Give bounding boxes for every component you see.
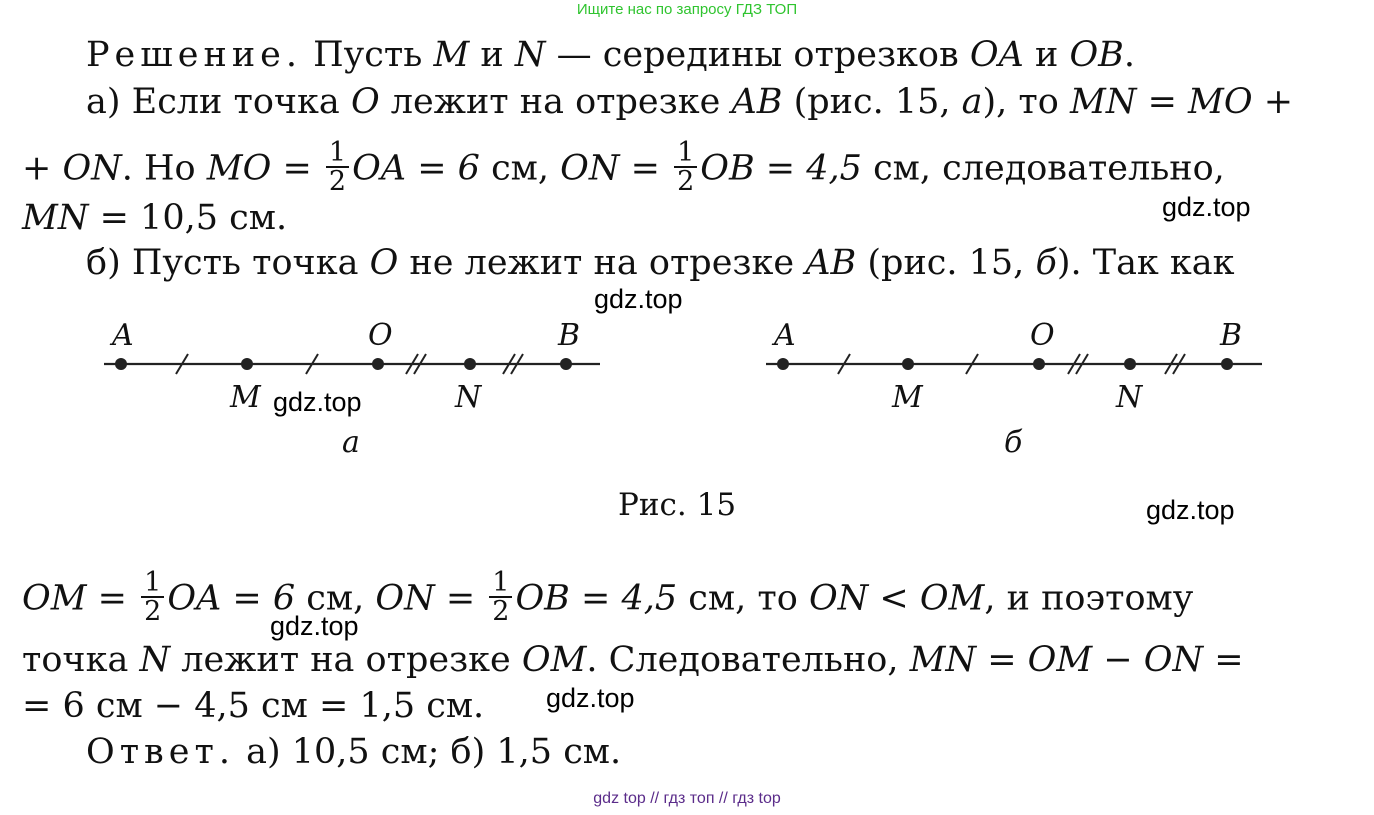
point-M [902,358,914,370]
equation: + ON [22,148,122,189]
text-fragment: — середины отрезков [556,35,959,75]
label-A: A [774,318,796,353]
text-fragment: ), то [982,82,1059,122]
answer-text: а) 10,5 см; б) 1,5 см. [246,732,622,772]
figure-a [104,354,600,374]
equation: OA = 6 [352,148,480,189]
equation: ON < OM [808,578,985,619]
text-fragment: см, [306,578,365,619]
var-OB: OB [1069,35,1124,75]
text-fragment: ). Так как [1056,243,1235,283]
text-fragment: . Следовательно, [586,640,899,680]
text-fragment: и [480,35,504,75]
solution-label: Решение. [86,35,303,75]
text-fragment: . Но [121,148,196,189]
equation: OB = 4,5 [515,578,678,619]
text-fragment: не лежит на отрезке [409,243,795,283]
equation: MN = OM − ON = [909,640,1244,680]
equation: MN = MO + [1070,82,1294,122]
point-A [115,358,127,370]
label-B: B [558,318,581,353]
point-M [241,358,253,370]
point-B [560,358,572,370]
watermark: gdz.top [1162,192,1251,222]
equation: OM = [22,578,127,619]
text-line-8 [22,686,484,726]
label-B: B [1220,318,1243,353]
fraction-half: $\frac{1}{2}$ [674,139,697,195]
equation: MO = [206,148,312,189]
text-line-4 [22,198,287,238]
text-fragment: см, [491,148,550,189]
figure-15 [0,315,1374,465]
figure-title: Рис. 15 [618,487,737,523]
point-O [372,358,384,370]
text-line-7 [22,640,1244,680]
text-line-9 [86,732,621,772]
point-O [1033,358,1045,370]
watermark: gdz.top [546,683,635,713]
answer-label: Ответ. [86,732,235,772]
point-N [464,358,476,370]
text-fragment: . [1123,35,1135,75]
watermark: gdz.top [273,387,362,417]
equation: OA = 6 [167,578,296,619]
watermark: gdz.top [1146,495,1235,525]
text-line-1 [86,35,1135,75]
text-line-2 [86,82,1293,122]
var-N: N [514,35,546,75]
text-line-5 [86,243,1235,283]
label-N: N [455,380,482,415]
text-fragment: Пусть [313,35,423,75]
watermark: gdz.top [270,611,359,641]
fraction-half: $\frac{1}{2}$ [141,569,164,625]
figure-caption-b: б [1004,425,1023,460]
fig-ref-a: а [961,82,983,122]
footer-links: gdz top // гдз топ // гдз top [593,790,781,807]
label-M: M [230,380,261,415]
var-OA: OA [969,35,1024,75]
text-fragment: и [1034,35,1059,75]
var-M: M [433,35,470,75]
text-fragment: = 6 см − 4,5 см = 1,5 см. [22,686,485,726]
var-OM: OM [521,640,587,680]
label-N: N [1116,380,1143,415]
text-fragment: см, то [688,578,798,619]
point-B [1221,358,1233,370]
label-A: A [112,318,134,353]
fig-ref-b: б [1035,243,1057,283]
text-fragment: б) Пусть точка [86,243,359,283]
top-banner: Ищите нас по запросу ГДЗ ТОП [576,1,798,18]
equation: ON = [560,148,660,189]
var-AB: AB [805,243,857,283]
text-fragment: (рис. 15, [867,243,1025,283]
text-fragment: лежит на отрезке [390,82,721,122]
text-fragment: лежит на отрезке [181,640,511,680]
fraction-half: $\frac{1}{2}$ [489,569,512,625]
text-fragment: = 10,5 см. [99,198,288,238]
text-line-3 [22,137,1225,198]
text-fragment: (рис. 15, [793,82,951,122]
fraction-half: $\frac{1}{2}$ [326,139,349,195]
text-fragment: см, следовательно, [873,148,1225,189]
figure-caption-a: а [342,425,360,460]
watermark: gdz.top [594,284,683,314]
figure-b [766,354,1262,374]
var-O: O [369,243,399,283]
label-M: M [892,380,923,415]
equation: ON = [375,578,476,619]
point-A [777,358,789,370]
text-fragment: , и поэтому [984,578,1194,619]
equation: OB = 4,5 [700,148,862,189]
label-O: O [1030,318,1055,353]
text-fragment: точка [22,640,129,680]
var-N: N [139,640,171,680]
var-O: O [350,82,380,122]
text-fragment: а) Если точка [86,82,340,122]
point-N [1124,358,1136,370]
equation: MN [22,198,89,238]
var-AB: AB [731,82,783,122]
text-line-6 [22,567,1194,628]
label-O: O [368,318,393,353]
